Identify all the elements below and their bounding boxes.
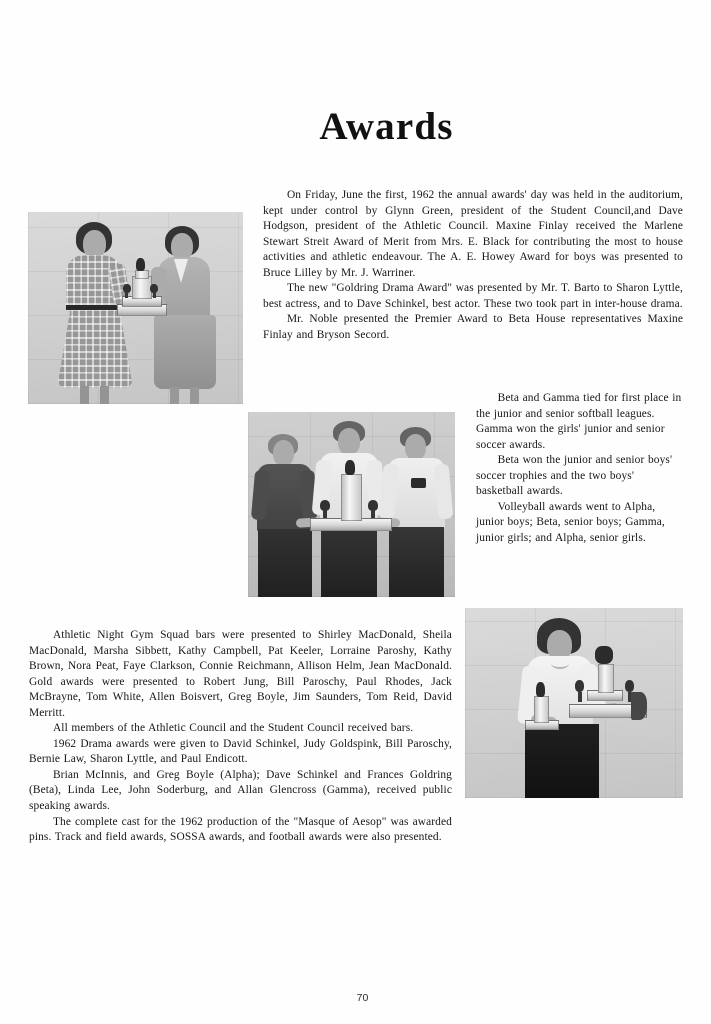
page-title: Awards [319,105,454,148]
page-number: 70 [356,992,369,1004]
house-paragraph-1: Beta and Gamma tied for first place in the junior and senior softball leagues. Gamma won the girls' junior and senior soccer awards. [476,392,682,451]
house-paragraph-3: Volleyball awards went to Alpha, junior boys; Beta, senior boys; Gamma, junior girls; and Alpha, senior girls. [476,500,665,544]
intro-paragraph-2: The new "Goldring Drama Award" was presented by Mr. T. Barto to Sharon Lyttle, best actress, and to Dave Schinkel, best actor. These two took part in inter-house drama. [263,282,683,310]
squad-paragraph-4: Brian McInnis, and Greg Boyle (Alpha); Dave Schinkel and Frances Goldring (Beta), Linda Lee, John Soderburg, and Allan Glencross (Gamma), received public speaking awards. [29,768,452,813]
photo-woman-two-trophies [465,608,683,798]
intro-text-block [263,188,683,343]
photo-scene [465,608,683,798]
house-results-text-block [476,391,682,546]
squad-awards-text-block [29,628,452,846]
photo-scene [248,412,455,597]
intro-paragraph-3: Mr. Noble presented the Premier Award to Beta House representatives Maxine Finlay and Bryson Secord. [263,313,683,341]
house-paragraph-2: Beta won the junior and senior boys' soccer trophies and the two boys' basketball awards. [476,454,673,498]
intro-paragraph-1: On Friday, June the first, 1962 the annual awards' day was held in the auditorium, kept under control by Glynn Green, president of the Student Council,and Dave Hodgson, president of the Athletic Council. Maxine Finlay received the Marlene Stewart Streit Award of Merit from Mrs. E. Black for contributing the most to house activities and athletic endeavour. The A. E. Howey Award for boys was presented to Bruce Lilley by Mr. J. Warriner. [263,189,683,279]
photo-two-women-trophy [28,212,243,404]
photo-scene [28,212,243,404]
squad-paragraph-5: The complete cast for the 1962 production of the "Masque of Aesop" was awarded pins. Track and field awards, SOSSA awards, and football awards were also presented. [29,815,452,844]
squad-paragraph-3: 1962 Drama awards were given to David Schinkel, Judy Goldspink, Bill Paroschy, Bernie Law, Sharon Lyttle, and Paul Endicott. [29,737,452,766]
squad-paragraph-1: Athletic Night Gym Squad bars were presented to Shirley MacDonald, Sheila MacDonald, Marsha Sibbett, Kathy Campbell, Pat Keeler, Lorraine Paroshy, Kathy Brown, Nora Peat, Faye Clarkson, Connie Reichmann, Allison Helm, Jean MacDonald. Gold awards were presented to Robert Jung, Bill Paroschy, Paul Rhodes, Jack McBrayne, Tom White, Allen Boisvert, Greg Boyle, Jim Saunders, Tom Reid, David Merritt. [29,629,452,719]
squad-paragraph-2: All members of the Athletic Council and the Student Council received bars. [52,722,414,735]
photo-three-boys-trophies [248,412,455,597]
